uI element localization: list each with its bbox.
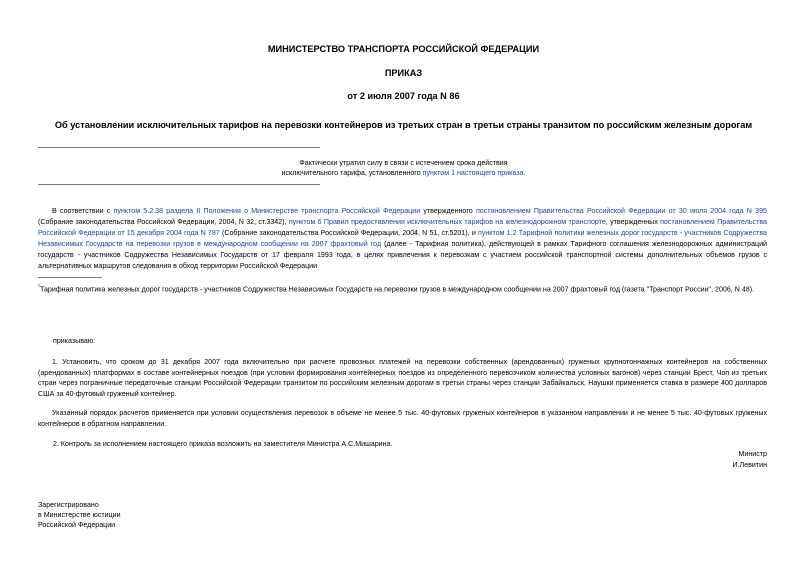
decree-395-link[interactable]: постановлением Правительства Российской Федерации от 30 июля 2004 года N 395 — [475, 207, 767, 215]
signature-name: И.Левитин — [732, 461, 767, 469]
registration-line3: Российской Федерации — [38, 521, 116, 529]
rules-point6-link[interactable]: пунктом 6 Правил предоставления исключительных тарифов на железнодорожном транспорте — [288, 218, 606, 226]
document-title: Об установлении исключительных тарифов на перевозки контейнеров из третьих стран в третьи страны транзитом по российским железным дорогам — [54, 120, 753, 130]
registration-line2: в Министерстве юстиции — [38, 511, 121, 519]
item-1-note: Указанный порядок расчетов применяется при условии осуществления перевозок в объеме не менее 5 тыс. 40-футовых груженых контейнеров в указанном направлении и не менее 5 тыс. 40-футовых груженых контейнеров в обратном направлении. — [38, 409, 767, 428]
item-1: 1. Установить, что сроком до 31 декабря 2007 года включительно при расчете провозных платежей на перевозки собственных (арендованных) груженых крупнотоннажных контейнеров на собственных (арендованных) платформах в составе контейнерных поездов (при условии формирования контейнерных поездов из определенного перевозчиком количества условных вагонов) через станции Брест, Чоп из третьих стран через пограничные передаточные станции Российской Федерации транзитом по российским железным дорогам в третьи страны через станции Забайкальск, Наушки применяется ставка в размере 400 долларов США за 40-футовый груженый контейнер. — [38, 358, 767, 398]
regulation-link[interactable]: пунктом 5.2.38 раздела II Положения о Министерстве транспорта Российской Федерации — [113, 207, 421, 215]
order-word: приказываю: — [53, 337, 96, 345]
footnote: $^{^1}$Тарифная политика железных дорог государств - участников Содружества Независимых Государств на перевозки грузов в международном сообщении на 2007 фрахтовый год (газета "Транспорт России", 2006, N 48). — [38, 284, 755, 294]
signature-position: Министр — [738, 450, 767, 458]
footnote-divider — [38, 277, 102, 278]
doc-type-heading: ПРИКАЗ — [384, 68, 423, 78]
decree-787-link[interactable]: постановлением Правительства Российской Федерации от 15 декабря 2004 года N 787 — [38, 218, 767, 237]
bottom-divider — [38, 184, 320, 185]
preamble-paragraph: В соответствии с пунктом 5.2.38 раздела II Положения о Министерстве транспорта Российской Федерации утвержденного постановлением Правительства Российской Федерации от 30 июля 2004 года N 395 (Собрание законодательства Российской Федерации, 2004, N 32, ст.3342), пунктом 6 Правил предоставления исключительных тарифов на железнодорожном транспорте, утвержденных постановлением Правительства Российской Федерации от 15 декабря 2004 года N 787 (Собрание законодательства Российской Федерации, 2004, N 51, ст.5201), и пунктом 1.2 Тарифной политики железных дорог государств - участников Содружества Независимых Государств на перевозки грузов в международном сообщении на 2007 фрахтовый год (далее - Тарифная политика), действующей в рамках Тарифного соглашения железнодорожных администраций государств - участников Содружества Независимых Государств от 17 февраля 1993 года, в целях привлечения к перевозкам с участием российской транспортной системы дополнительных объемов грузов с альтернативных маршрутов следования в обход территории Российской Федерации — [38, 207, 768, 270]
ministry-heading: МИНИСТЕРСТВО ТРАНСПОРТА РОССИЙСКОЙ ФЕДЕРАЦИИ — [267, 44, 540, 54]
validity-note-line2: исключительного тарифа, установленного пунктом 1 настоящего приказа. — [281, 169, 526, 177]
item-2: 2. Контроль за исполнением настоящего приказа возложить на заместителя Министра А.С.Мишарина. — [53, 440, 393, 448]
point1-link[interactable]: пунктом 1 настоящего приказа — [422, 169, 524, 177]
top-divider — [38, 147, 320, 148]
registration-line1: Зарегистрировано — [38, 501, 99, 509]
footnote-mark: ¹ — [38, 284, 40, 290]
tariff-policy-link[interactable]: пунктом 1.2 Тарифной политики железных дорог государств - участников Содружества Независимых Государств на перевозки грузов в международном сообщении на 2007 фрахтовый год — [38, 229, 768, 248]
validity-note-line1: Фактически утратил силу в связи с истечением срока действия — [299, 159, 508, 167]
date-number: от 2 июля 2007 года N 86 — [347, 91, 460, 101]
